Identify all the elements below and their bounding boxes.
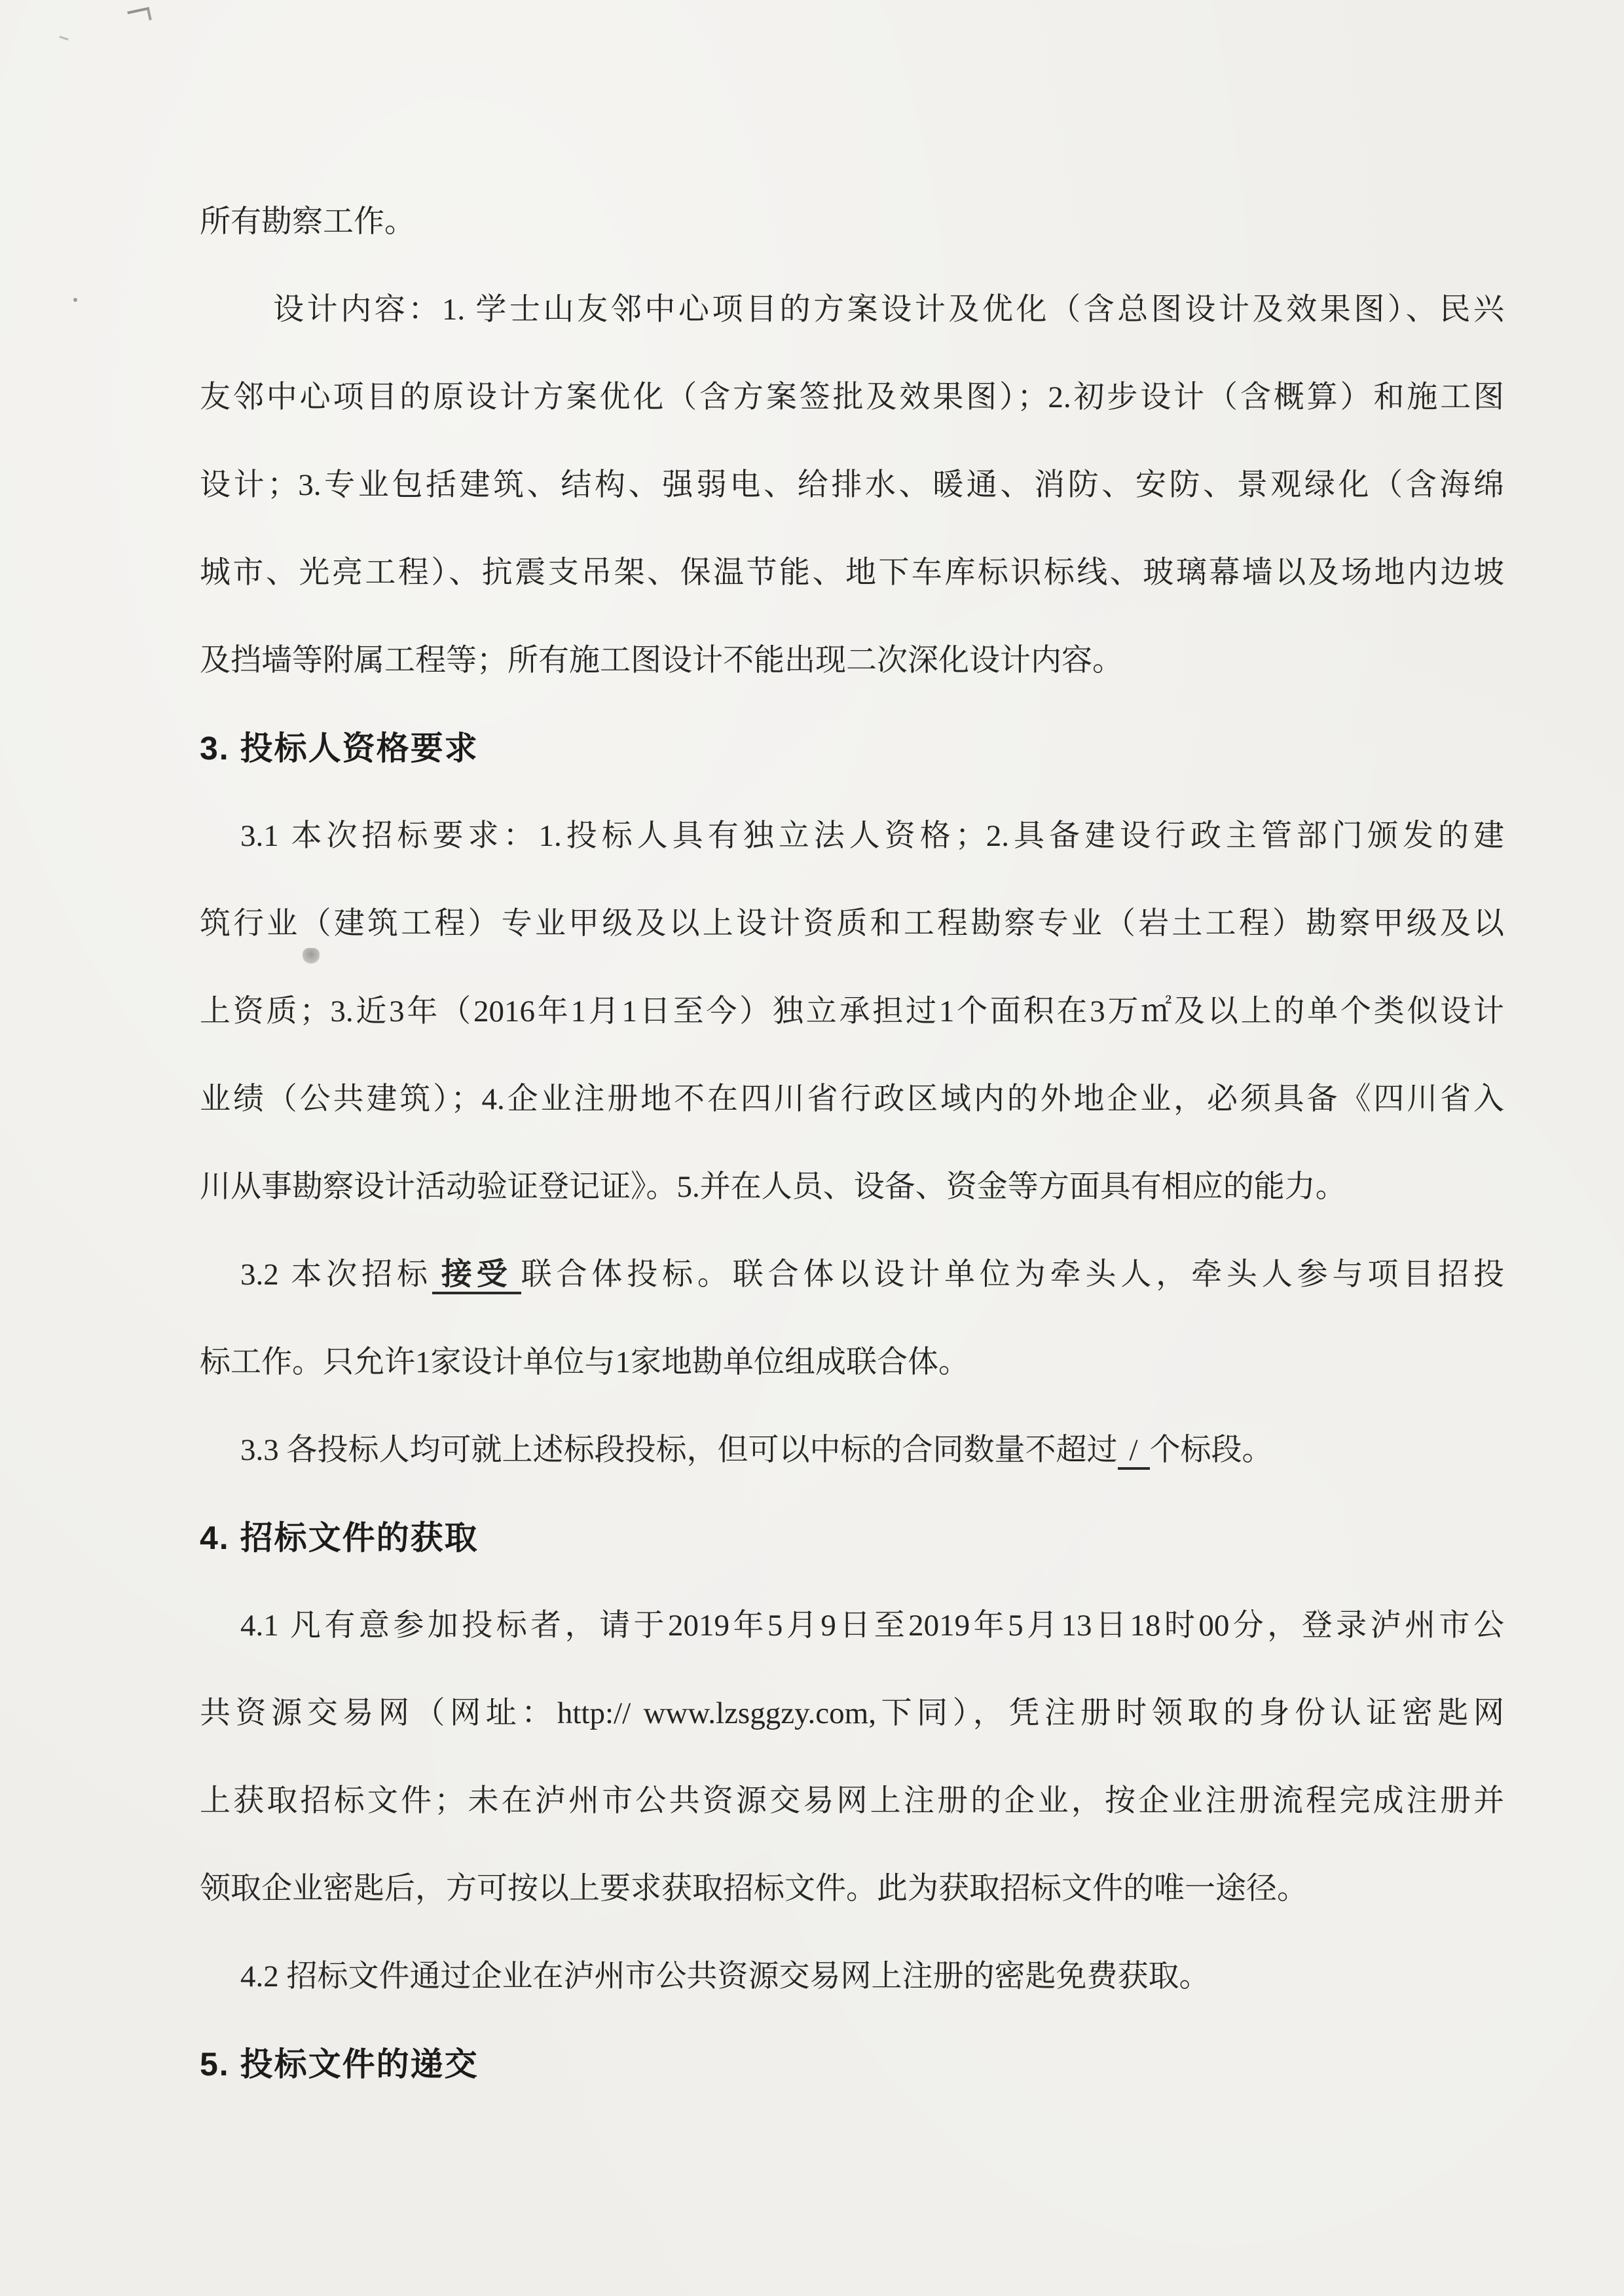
design-content-line-2: 友邻中心项目的原设计方案优化（含方案签批及效果图）；2.初步设计（含概算）和施工图 <box>200 380 1504 414</box>
blank-slash-underlined: / <box>1118 1433 1150 1470</box>
clause-3-1-line-3: 上资质；3.近3年（2016年1月1日至今）独立承担过1个面积在3万㎡及以上的单个类似设计 <box>200 994 1504 1029</box>
clause-3-3-pre-text: 3.3 各投标人均可就上述标段投标，但可以中标的合同数量不超过 <box>240 1433 1118 1467</box>
design-content-line-1: 设计内容：1. 学士山友邻中心项目的方案设计及优化（含总图设计及效果图）、民兴 <box>273 293 1504 327</box>
scan-artifact-pen-tick <box>59 30 70 41</box>
design-content-line-5: 及挡墙等附属工程等；所有施工图设计不能出现二次深化设计内容。 <box>200 644 1123 678</box>
design-content-line-3: 设计；3.专业包括建筑、结构、强弱电、给排水、暖通、消防、安防、景观绿化（含海绵 <box>200 468 1504 502</box>
clause-3-1-line-5: 川从事勘察设计活动验证登记证》。5.并在人员、设备、资金等方面具有相应的能力。 <box>200 1170 1346 1204</box>
section-heading-bid-submission: 5. 投标文件的递交 <box>200 2046 479 2083</box>
clause-3-1-line-1: 3.1 本次招标要求：1.投标人具有独立法人资格；2.具备建设行政主管部门颁发的建 <box>240 819 1504 853</box>
clause-4-2-line: 4.2 招标文件通过企业在泸州市公共资源交易网上注册的密匙免费获取。 <box>240 1959 1210 1994</box>
section-heading-obtaining-documents: 4. 招标文件的获取 <box>200 1520 479 1556</box>
design-content-line-4: 城市、光亮工程）、抗震支吊架、保温节能、地下车库标识标线、玻璃幕墙以及场地内边坡 <box>200 556 1504 590</box>
paragraph-carryover-line: 所有勘察工作。 <box>200 205 415 239</box>
accept-underlined-text: 接受 <box>432 1258 521 1294</box>
clause-4-1-line-3: 上获取招标文件；未在泸州市公共资源交易网上注册的企业，按企业注册流程完成注册并 <box>200 1784 1504 1818</box>
clause-3-3-post-text: 个标段。 <box>1149 1433 1273 1467</box>
clause-3-2-line-1 <box>200 1231 1504 1319</box>
clause-3-1-line-4: 业绩（公共建筑）；4.企业注册地不在四川省行政区域内的外地企业，必须具备《四川省入 <box>200 1082 1504 1116</box>
clause-4-1-line-4: 领取企业密匙后，方可按以上要求获取招标文件。此为获取招标文件的唯一途径。 <box>200 1872 1308 1906</box>
clause-3-1-line-2: 筑行业（建筑工程）专业甲级及以上设计资质和工程勘察专业（岩土工程）勘察甲级及以 <box>200 907 1504 941</box>
clause-3-2-line-2: 标工作。只允许1家设计单位与1家地勘单位组成联合体。 <box>200 1345 969 1379</box>
clause-3-2-pre-text: 3.2 本次招标 <box>240 1258 432 1292</box>
clause-3-2-post-text: 联合体投标。联合体以设计单位为牵头人，牵头人参与项目招投 <box>521 1258 1505 1292</box>
clause-4-1-line-1: 4.1 凡有意参加投标者，请于2019年5月9日至2019年5月13日18时00分，登录泸州市公 <box>240 1609 1504 1643</box>
scan-artifact-speck <box>73 298 77 302</box>
section-heading-bidder-qualification: 3. 投标人资格要求 <box>200 730 479 767</box>
clause-3-3-line <box>200 1406 1504 1494</box>
scan-artifact-corner-mark <box>127 7 151 25</box>
document-body <box>200 178 1504 2108</box>
clause-4-1-line-2: 共资源交易网（网址：http:// www.lzsggzy.com,下同），凭注册时领取的身份认证密匙网 <box>200 1696 1504 1730</box>
